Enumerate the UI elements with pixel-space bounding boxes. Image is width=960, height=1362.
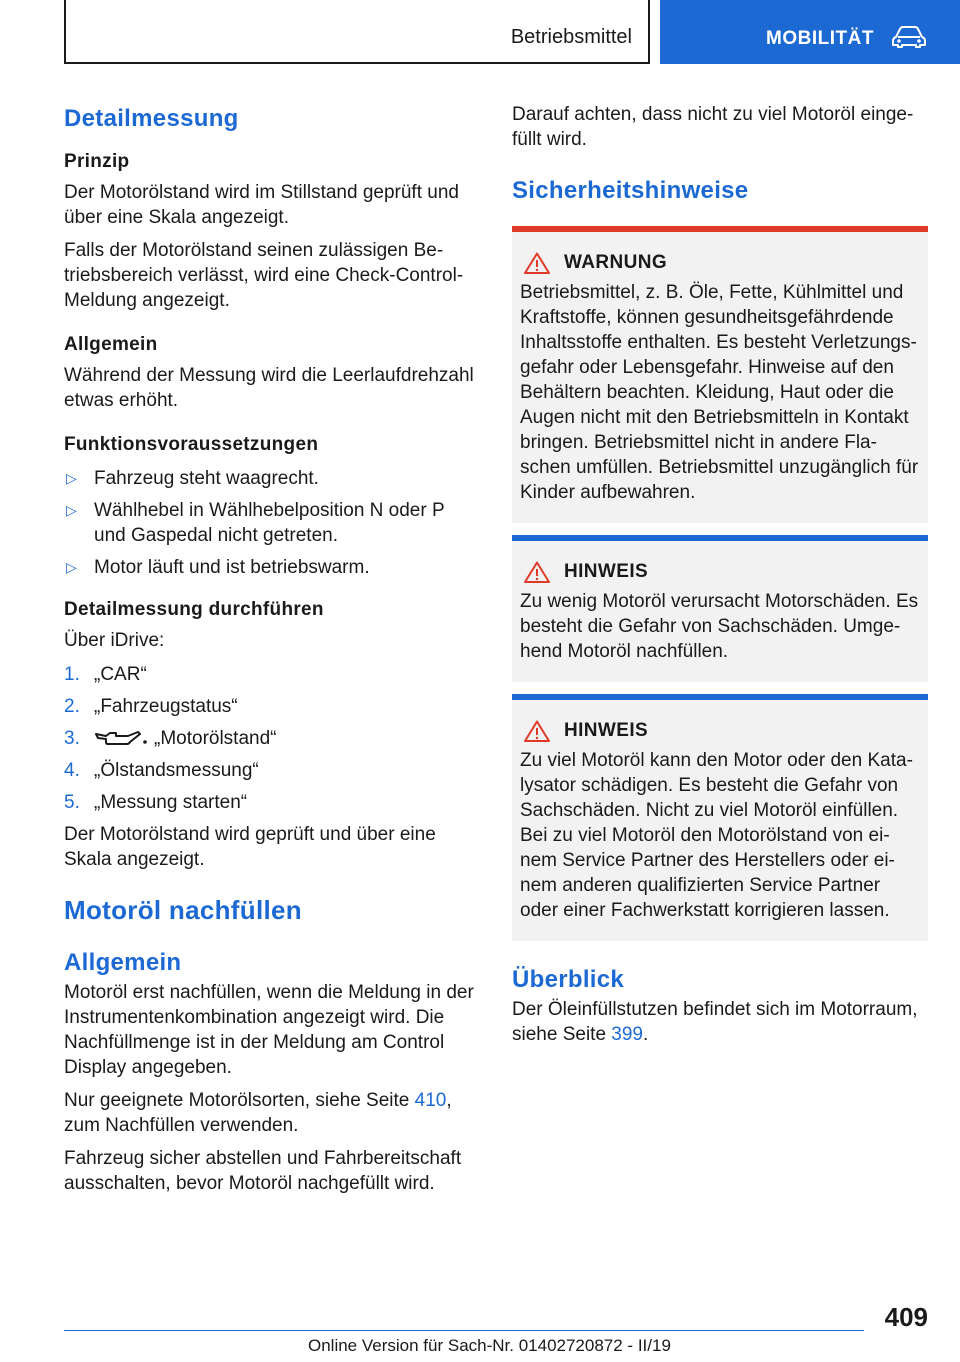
paragraph-allgemein: Während der Messung wird die Leerlaufdrehzahl etwas erhöht.	[64, 365, 474, 411]
notice-box	[512, 694, 928, 941]
paragraph-prinzip-1: Der Motorölstand wird im Stillstand geprüft und über eine Skala angezeigt.	[64, 182, 459, 228]
paragraph-idrive: Über iDrive:	[64, 630, 165, 651]
chapter-tab-mobilitaet[interactable]	[660, 0, 960, 64]
heading-detailmessung-durchfuehren: Detailmessung durchführen	[64, 599, 324, 620]
car-icon	[892, 26, 926, 48]
warning-triangle-icon	[524, 252, 550, 274]
heading-allgemein: Allgemein	[64, 334, 158, 355]
notice-title: HINWEIS	[564, 561, 649, 582]
notice-title: HINWEIS	[564, 720, 649, 741]
heading-sicherheitshinweise: Sicherheitshinweise	[512, 177, 749, 204]
paragraph-result: Der Motorölstand wird geprüft und über eine Skala angezeigt.	[64, 824, 436, 870]
list-item: ▷ Fahrzeug steht waagrecht.	[66, 468, 319, 489]
chapter-tab-label: MOBILITÄT	[766, 28, 874, 49]
heading-funktionsvoraussetzungen: Funktionsvoraussetzungen	[64, 434, 319, 455]
warning-triangle-icon	[524, 720, 550, 742]
footer-divider	[64, 1330, 864, 1331]
page-header	[0, 0, 960, 66]
warning-box	[512, 226, 928, 523]
heading-ueberblick: Überblick	[512, 966, 625, 993]
paragraph-prinzip-2: Falls der Motorölstand seinen zulässigen Betriebsbereich verlässt, wird eine Check-Control-Meldung angezeigt.	[64, 240, 464, 311]
page-link-410[interactable]: 410	[414, 1090, 447, 1111]
paragraph-oelsorten: Nur geeignete Motorölsorten, siehe Seite 410, zum Nachfüllen verwenden.	[64, 1090, 452, 1136]
triangle-bullet-icon: ▷	[66, 470, 77, 486]
notice-text: Zu wenig Motoröl verursacht Motorschäden. Es besteht die Gefahr von Sachschäden. Umgehend Motoröl nachfüllen.	[520, 591, 919, 662]
left-column	[64, 100, 480, 1196]
list-item: 1. „CAR“	[64, 664, 147, 685]
heading-prinzip: Prinzip	[64, 151, 130, 172]
page-link-399[interactable]: 399	[611, 1024, 643, 1045]
triangle-bullet-icon: ▷	[66, 559, 77, 575]
list-item: ▷ Motor läuft und ist betriebswarm.	[66, 557, 370, 578]
triangle-bullet-icon: ▷	[66, 502, 77, 518]
paragraph-abstellen: Fahrzeug sicher abstellen und Fahrbereitschaft ausschalten, bevor Motoröl nachgefüllt wird.	[64, 1148, 462, 1194]
paragraph-allgemein-2: Motoröl erst nachfüllen, wenn die Meldung in der Instrumentenkombination angezeigt wird. Die Nachfüllmenge ist in der Meldung am Control Display angegeben.	[64, 982, 474, 1078]
header-section-box	[64, 0, 650, 64]
notice-title: WARNUNG	[564, 252, 668, 273]
oil-can-icon	[94, 730, 148, 748]
page-number: 409	[884, 1302, 928, 1332]
list-item: 3. „Motorölstand“	[64, 728, 277, 749]
list-item: 2. „Fahrzeugstatus“	[64, 696, 238, 717]
steps-list	[64, 662, 480, 815]
right-column	[512, 100, 928, 1047]
footer-text: Online Version für Sach-Nr. 01402720872 - II/19	[308, 1336, 671, 1355]
notice-box	[512, 535, 928, 682]
heading-motoroel-nachfuellen: Motoröl nachfüllen	[64, 895, 302, 925]
prerequisite-list	[64, 466, 480, 580]
section-title: Betriebsmittel	[510, 26, 632, 48]
heading-allgemein-2: Allgemein	[64, 949, 182, 976]
notice-text: Zu viel Motoröl kann den Motor oder den Katalysator schädigen. Es besteht die Gefahr von Sachschäden. Nicht zu viel Motoröl einfüllen. Bei zu viel Motoröl den Motorölstand von einem Service Partner des Herstellers oder einem anderen qualifizierten Service Partner oder einer Fachwerkstatt korrigieren lassen.	[520, 750, 913, 921]
paragraph-ueberblick: Der Öleinfüllstutzen befindet sich im Motorraum, siehe Seite 399.	[512, 999, 918, 1045]
notice-text: Betriebsmittel, z. B. Öle, Fette, Kühlmittel und Kraftstoffe, können gesundheitsgefährdende Inhaltsstoffe enthalten. Es besteht Verletzungsgefahr oder Lebensgefahr. Hinweise auf den Behältern beachten. Kleidung, Haut oder die Augen nicht mit den Betriebsmitteln in Kontakt bringen. Betriebsmittel nicht in andere Flaschen umfüllen. Betriebsmittel unzugänglich für Kinder aufbewahren.	[520, 282, 919, 503]
list-item: ▷ Wählhebel in Wählhebelposition N oder P und Gaspedal nicht getreten.	[66, 500, 445, 546]
heading-detailmessung: Detailmessung	[64, 105, 239, 132]
list-item: 5. „Messung starten“	[64, 792, 248, 813]
list-item: 4. „Ölstandsmessung“	[64, 760, 259, 781]
warning-triangle-icon	[524, 561, 550, 583]
paragraph-intro: Darauf achten, dass nicht zu viel Motoröl eingefüllt wird.	[512, 104, 914, 150]
